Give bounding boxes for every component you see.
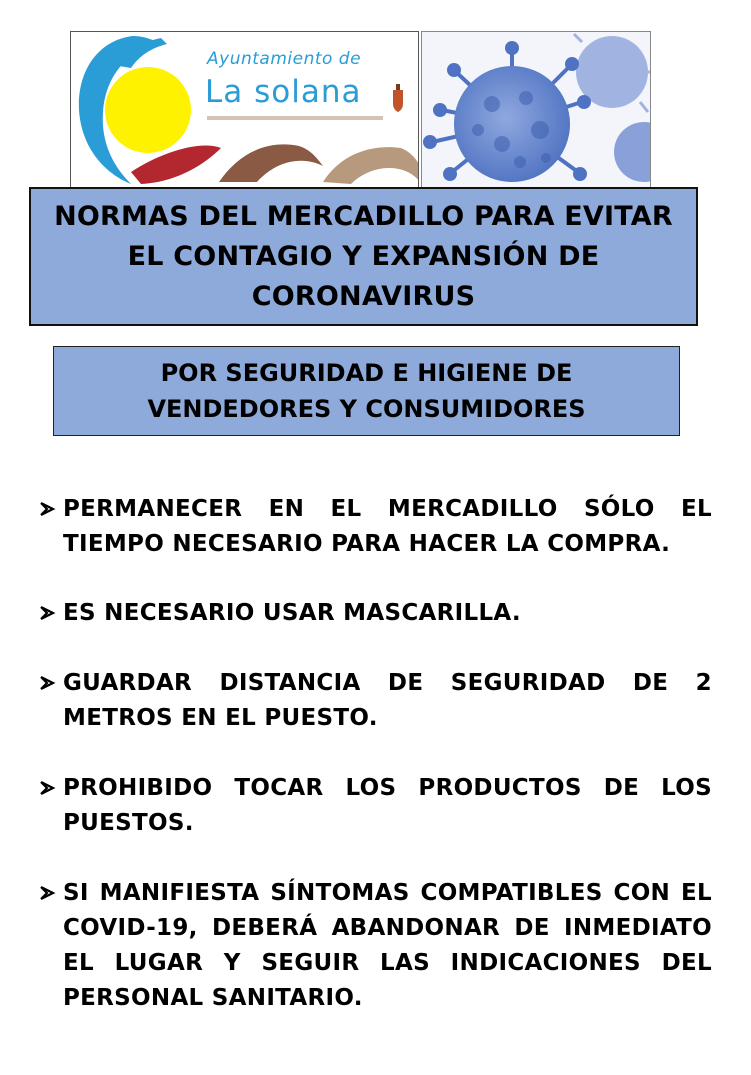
list-item — [38, 492, 712, 562]
coronavirus-icon — [422, 32, 651, 188]
rules-list — [38, 492, 712, 1016]
arrow-bullet-icon — [38, 600, 58, 626]
arrow-bullet-icon — [38, 670, 58, 696]
arrow-bullet-icon — [38, 880, 58, 906]
subtitle-banner — [53, 346, 680, 436]
list-item — [38, 596, 712, 631]
rule-text: PROHIBIDO TOCAR LOS PRODUCTOS DE LOS PUESTOS. — [63, 775, 712, 836]
page-subtitle: POR SEGURIDAD E HIGIENE DE VENDEDORES Y CONSUMIDORES — [147, 359, 586, 423]
rule-text: GUARDAR DISTANCIA DE SEGURIDAD DE 2 METROS EN EL PUESTO. — [63, 670, 712, 731]
list-item — [38, 771, 712, 841]
municipality-logo — [70, 31, 419, 188]
logo-line1: Ayuntamiento de — [207, 49, 362, 69]
rule-text: ES NECESARIO USAR MASCARILLA. — [63, 600, 521, 626]
arrow-bullet-icon — [38, 496, 58, 522]
arrow-bullet-icon — [38, 775, 58, 801]
list-item — [38, 876, 712, 1016]
rule-text: SI MANIFIESTA SÍNTOMAS COMPATIBLES CON EL COVID-19, DEBERÁ ABANDONAR DE INMEDIATO EL LUGAR Y SEGUIR LAS INDICACIONES DEL PERSONAL SANITARIO. — [63, 880, 712, 1011]
coronavirus-image — [421, 31, 651, 188]
logo-line2: La solana — [205, 74, 362, 110]
title-banner — [29, 187, 698, 326]
page-title: NORMAS DEL MERCADILLO PARA EVITAR EL CONTAGIO Y EXPANSIÓN DE CORONAVIRUS — [54, 200, 673, 312]
list-item — [38, 666, 712, 736]
rule-text: PERMANECER EN EL MERCADILLO SÓLO EL TIEMPO NECESARIO PARA HACER LA COMPRA. — [63, 496, 712, 557]
